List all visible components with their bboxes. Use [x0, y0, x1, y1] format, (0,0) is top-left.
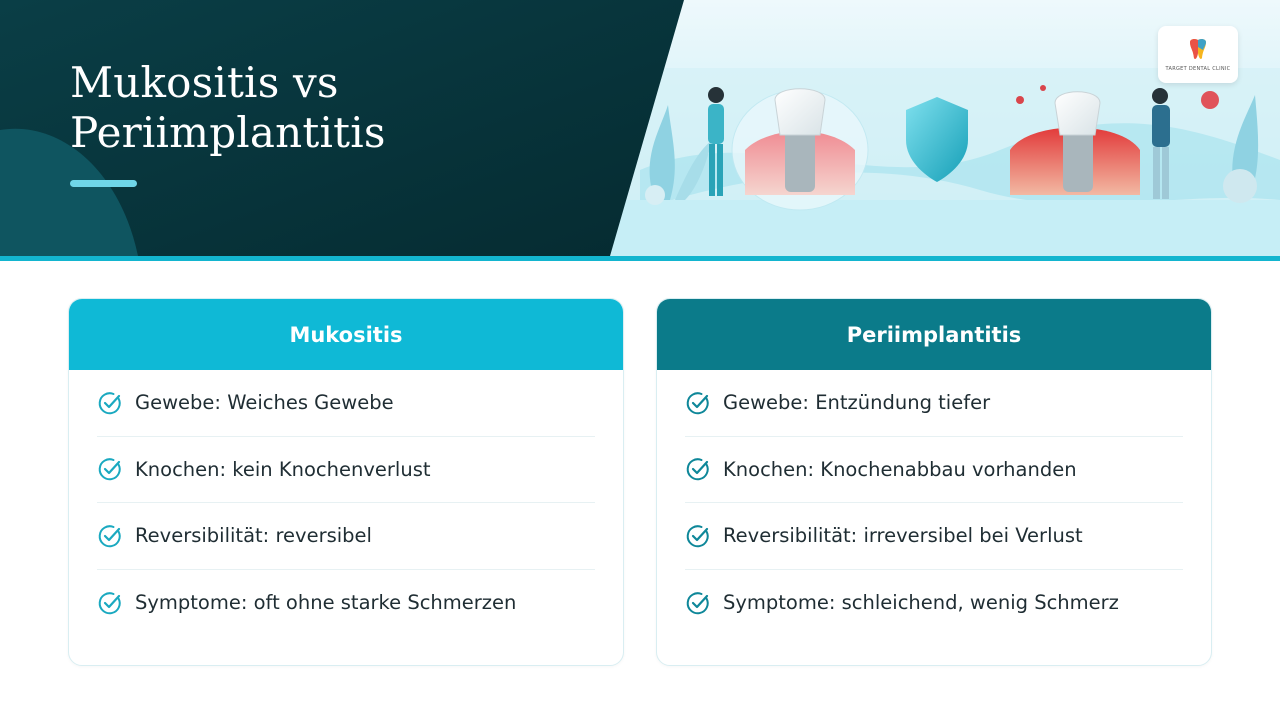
check-circle-icon [97, 523, 123, 549]
list-item-text: Symptome: schleichend, wenig Schmerz [723, 591, 1119, 615]
list-item-text: Gewebe: Entzündung tiefer [723, 391, 991, 415]
check-circle-icon [97, 590, 123, 616]
logo [1158, 26, 1238, 83]
list-item [685, 503, 1183, 570]
tooth-logo-icon [1186, 37, 1210, 61]
list-item [97, 503, 595, 570]
check-circle-icon [685, 456, 711, 482]
title-line-2: Periimplantitis [70, 108, 386, 157]
list-item-text: Knochen: kein Knochenverlust [135, 457, 431, 481]
list-item [97, 437, 595, 504]
title-line-1: Mukositis vs [70, 58, 339, 107]
card-title: Periimplantitis [657, 299, 1211, 370]
check-circle-icon [685, 523, 711, 549]
list-item-text: Knochen: Knochenabbau vorhanden [723, 457, 1077, 481]
list-item-text: Reversibilität: reversibel [135, 524, 372, 548]
check-circle-icon [685, 390, 711, 416]
card-list [69, 370, 623, 636]
check-circle-icon [685, 590, 711, 616]
page-title [70, 58, 590, 158]
card-mukositis [68, 298, 624, 666]
list-item [685, 370, 1183, 437]
card-periimplantitis [656, 298, 1212, 666]
list-item-text: Reversibilität: irreversibel bei Verlust [723, 524, 1083, 548]
list-item [97, 570, 595, 637]
logo-text: TARGET DENTAL CLINIC [1165, 66, 1231, 72]
list-item [685, 570, 1183, 637]
list-item [685, 437, 1183, 504]
hero-divider [0, 256, 1280, 261]
list-item-text: Symptome: oft ohne starke Schmerzen [135, 591, 517, 615]
list-item-text: Gewebe: Weiches Gewebe [135, 391, 394, 415]
title-underline [70, 180, 137, 187]
check-circle-icon [97, 390, 123, 416]
hero-banner [0, 0, 1280, 256]
check-circle-icon [97, 456, 123, 482]
list-item [97, 370, 595, 437]
card-title: Mukositis [69, 299, 623, 370]
card-list [657, 370, 1211, 636]
